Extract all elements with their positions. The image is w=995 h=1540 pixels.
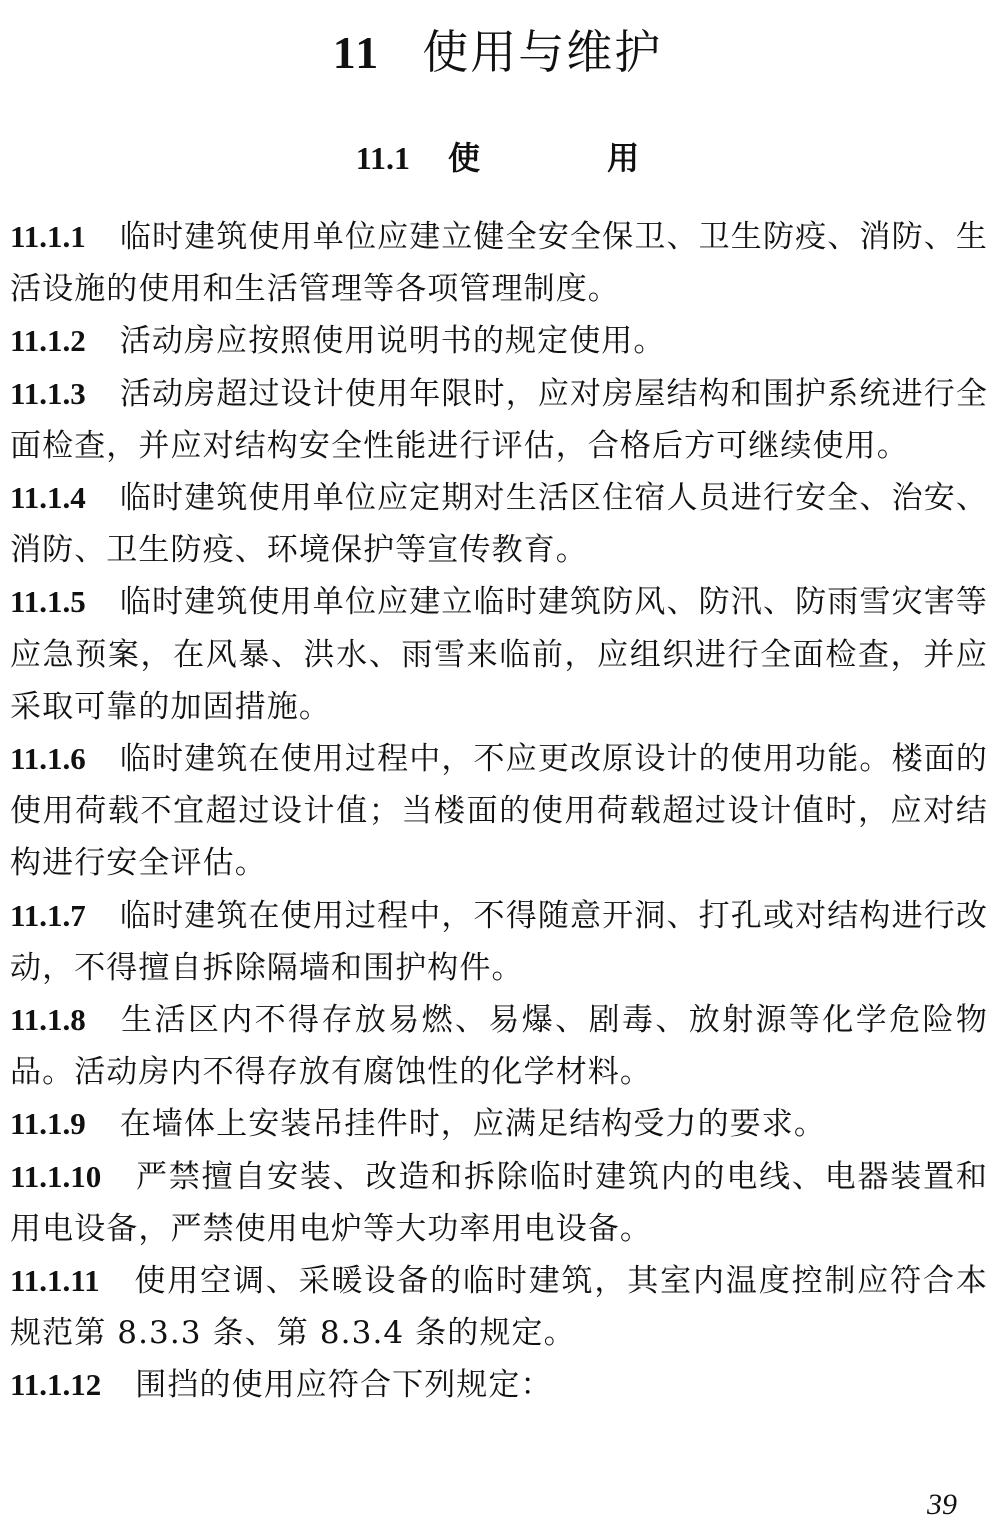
clause-text: 活动房超过设计使用年限时，应对房屋结构和围护系统进行全面检查，并应对结构安全性能进行评估，合格后方可继续使用。: [10, 375, 988, 464]
clause-number: 11.1.2: [10, 323, 86, 359]
clause-text: 临时建筑使用单位应定期对生活区住宿人员进行安全、治安、消防、卫生防疫、环境保护等宣传教育。: [10, 480, 988, 569]
clause-number: 11.1.11: [10, 1263, 100, 1299]
clause-number: 11.1.12: [10, 1367, 102, 1403]
clause-number: 11.1.7: [10, 897, 86, 933]
clause-number: 11.1.4: [10, 480, 86, 516]
page-number: 39: [927, 1488, 957, 1521]
clause-number: 11.1.3: [10, 375, 86, 411]
section-number: 11.1: [355, 140, 411, 176]
clause-text: 生活区内不得存放易燃、易爆、剧毒、放射源等化学危险物品。活动房内不得存放有腐蚀性的化学材料。: [10, 1002, 988, 1091]
clause-number: 11.1.10: [10, 1158, 102, 1194]
clause-text: 临时建筑使用单位应建立健全安全保卫、卫生防疫、消防、生活设施的使用和生活管理等各项管理制度。: [10, 219, 988, 308]
section-title-text: 使 用: [448, 139, 698, 177]
clause-11-1-1: [10, 211, 988, 315]
clause-11-1-3: [10, 368, 988, 472]
clause-number: 11.1.8: [10, 1002, 86, 1038]
clause-11-1-7: [10, 890, 988, 994]
clause-11-1-9: [10, 1098, 988, 1150]
clause-list: [10, 211, 988, 1412]
clause-text: 围挡的使用应符合下列规定：: [135, 1367, 553, 1404]
clause-text: 临时建筑使用单位应建立临时建筑防风、防汛、防雨雪灾害等应急预案，在风暴、洪水、雨雪来临前，应组织进行全面检查，并应采取可靠的加固措施。: [10, 584, 988, 725]
clause-11-1-4: [10, 472, 988, 576]
chapter-title: [0, 22, 995, 83]
chapter-number: 11: [332, 27, 381, 78]
clause-number: 11.1.1: [10, 219, 86, 254]
clause-number: 11.1.5: [10, 584, 86, 620]
clause-11-1-11: [10, 1255, 988, 1359]
clause-11-1-12: [10, 1359, 988, 1411]
clause-11-1-10: [10, 1151, 988, 1255]
clause-text: 临时建筑在使用过程中，不应更改原设计的使用功能。楼面的使用荷载不宜超过设计值；当楼面的使用荷载超过设计值时，应对结构进行安全评估。: [10, 741, 988, 882]
clause-number: 11.1.9: [10, 1106, 86, 1142]
clause-11-1-6: [10, 733, 988, 890]
chapter-title-text: 使用与维护: [422, 25, 663, 79]
clause-11-1-5: [10, 576, 988, 733]
clause-11-1-2: [10, 315, 988, 367]
section-title: [0, 135, 995, 181]
clause-11-1-8: [10, 994, 988, 1098]
clause-text: 严禁擅自安装、改造和拆除临时建筑内的电线、电器装置和用电设备，严禁使用电炉等大功率用电设备。: [10, 1158, 988, 1247]
clause-number: 11.1.6: [10, 741, 86, 777]
clause-text: 在墙体上安装吊挂件时，应满足结构受力的要求。: [119, 1106, 826, 1143]
clause-text: 使用空调、采暖设备的临时建筑，其室内温度控制应符合本规范第 8.3.3 条、第 8.3.4 条的规定。: [10, 1263, 988, 1352]
clause-text: 临时建筑在使用过程中，不得随意开洞、打孔或对结构进行改动，不得擅自拆除隔墙和围护构件。: [10, 897, 988, 986]
clause-text: 活动房应按照使用说明书的规定使用。: [119, 323, 666, 360]
